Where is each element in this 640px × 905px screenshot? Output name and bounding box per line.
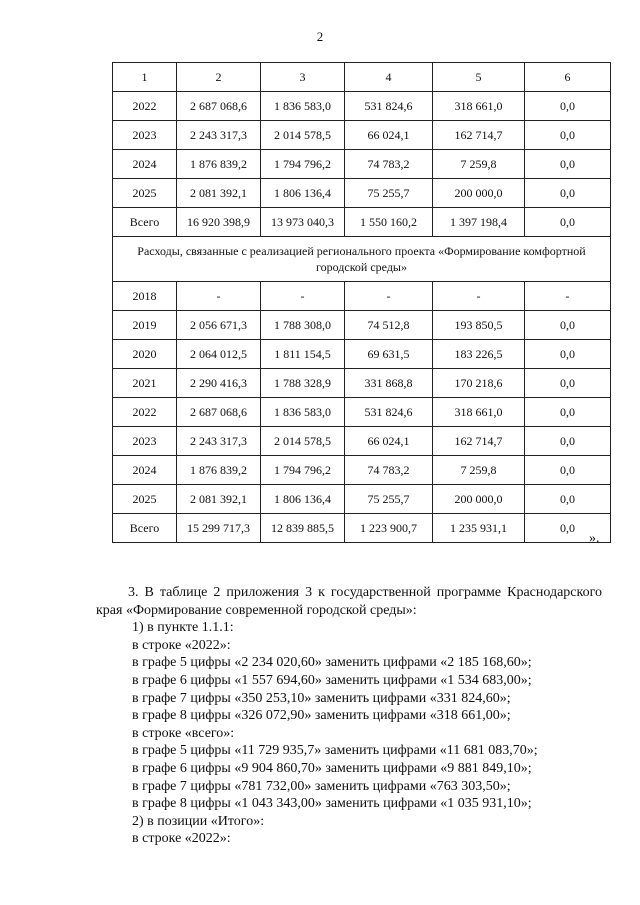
- section-title: Расходы, связанные с реализацией регионального проекта «Формирование комфортной городской среды»: [113, 237, 611, 282]
- table-cell: 2025: [113, 485, 177, 514]
- table-cell: Всего: [113, 208, 177, 237]
- table-cell: 2 243 317,3: [177, 427, 261, 456]
- table-cell: 1 836 583,0: [261, 92, 345, 121]
- table-cell: 1 550 160,2: [345, 208, 433, 237]
- table-cell: 2 687 068,6: [177, 398, 261, 427]
- table-cell: 0,0: [525, 150, 611, 179]
- table-cell: 0,0: [525, 369, 611, 398]
- table-cell: 1 788 328,9: [261, 369, 345, 398]
- table-cell: 162 714,7: [433, 427, 525, 456]
- table-cell: 3: [261, 63, 345, 92]
- table-cell: 15 299 717,3: [177, 514, 261, 543]
- amendment-line: в графе 7 цифры «350 253,10» заменить цифрами «331 824,60»;: [132, 690, 511, 706]
- table-cell: 1 788 308,0: [261, 311, 345, 340]
- table-cell: 7 259,8: [433, 150, 525, 179]
- table-cell: 0,0: [525, 398, 611, 427]
- table-cell: 318 661,0: [433, 92, 525, 121]
- amendment-line: в графе 6 цифры «1 557 694,60» заменить цифрами «1 534 683,00»;: [132, 672, 532, 688]
- section-row: [113, 237, 611, 282]
- table-cell: 74 783,2: [345, 456, 433, 485]
- table-cell: 66 024,1: [345, 427, 433, 456]
- table-cell: 0,0: [525, 179, 611, 208]
- table-cell: 331 868,8: [345, 369, 433, 398]
- table-cell: 7 259,8: [433, 456, 525, 485]
- table-cell: 531 824,6: [345, 92, 433, 121]
- amendment-line: в графе 8 цифры «326 072,90» заменить цифрами «318 661,00»;: [132, 708, 511, 724]
- table-cell: 2019: [113, 311, 177, 340]
- table-row: [113, 150, 611, 179]
- table-cell: 66 024,1: [345, 121, 433, 150]
- table-cell: 193 850,5: [433, 311, 525, 340]
- table-cell: 2 014 578,5: [261, 121, 345, 150]
- table-cell: 1 876 839,2: [177, 150, 261, 179]
- page-number: 2: [316, 29, 324, 44]
- amendment-line: в графе 5 цифры «11 729 935,7» заменить цифрами «11 681 083,70»;: [132, 743, 538, 759]
- table-cell: 1 806 136,4: [261, 179, 345, 208]
- table-cell: 1 811 154,5: [261, 340, 345, 369]
- table-cell: 74 512,8: [345, 311, 433, 340]
- table-cell: 2 081 392,1: [177, 179, 261, 208]
- table-cell: 0,0: [525, 485, 611, 514]
- table-cell: 2023: [113, 427, 177, 456]
- table-cell: 2 687 068,6: [177, 92, 261, 121]
- table-cell: 1 397 198,4: [433, 208, 525, 237]
- table-cell: 2 290 416,3: [177, 369, 261, 398]
- table-cell: 69 631,5: [345, 340, 433, 369]
- table-cell: 170 218,6: [433, 369, 525, 398]
- table-cell: Всего: [113, 514, 177, 543]
- amendment-line: в графе 5 цифры «2 234 020,60» заменить цифрами «2 185 168,60»;: [132, 655, 532, 671]
- table-cell: 0,0: [525, 340, 611, 369]
- closing-quote: ».: [589, 531, 600, 546]
- table-cell: 200 000,0: [433, 179, 525, 208]
- table-cell: 0,0: [525, 514, 611, 543]
- table-cell: -: [525, 282, 611, 311]
- table-cell: 4: [345, 63, 433, 92]
- table-cell: 2023: [113, 121, 177, 150]
- table-row: [113, 208, 611, 237]
- amendment-line: 1) в пункте 1.1.1:: [132, 620, 234, 636]
- table-cell: -: [433, 282, 525, 311]
- table-cell: 2022: [113, 92, 177, 121]
- table-cell: 0,0: [525, 92, 611, 121]
- amendment-line: в графе 7 цифры «781 732,00» заменить цифрами «763 303,50»;: [132, 778, 511, 794]
- table-cell: 1 836 583,0: [261, 398, 345, 427]
- table-cell: 0,0: [525, 121, 611, 150]
- table-cell: 0,0: [525, 427, 611, 456]
- amendment-line: в строке «2022»:: [132, 637, 231, 653]
- table-cell: 1 876 839,2: [177, 456, 261, 485]
- table-cell: 2022: [113, 398, 177, 427]
- table-row: [113, 92, 611, 121]
- table-row: [113, 485, 611, 514]
- table-cell: 2025: [113, 179, 177, 208]
- table-cell: 12 839 885,5: [261, 514, 345, 543]
- table-cell: 2024: [113, 456, 177, 485]
- table-cell: 2021: [113, 369, 177, 398]
- table-cell: 2024: [113, 150, 177, 179]
- table-cell: 5: [433, 63, 525, 92]
- table-cell: 531 824,6: [345, 398, 433, 427]
- table-cell: 2 056 671,3: [177, 311, 261, 340]
- table-cell: 0,0: [525, 208, 611, 237]
- amendment-line: 2) в позиции «Итого»:: [132, 813, 265, 829]
- table-row: [113, 340, 611, 369]
- table-cell: -: [261, 282, 345, 311]
- table-cell: 2 014 578,5: [261, 427, 345, 456]
- table-cell: 1 235 931,1: [433, 514, 525, 543]
- table-cell: -: [345, 282, 433, 311]
- table-cell: 2 064 012,5: [177, 340, 261, 369]
- table-cell: 162 714,7: [433, 121, 525, 150]
- budget-table: [112, 62, 611, 543]
- table-cell: 1: [113, 63, 177, 92]
- table-row: [113, 398, 611, 427]
- table-cell: 2 081 392,1: [177, 485, 261, 514]
- table-row: [113, 179, 611, 208]
- table-cell: 1 223 900,7: [345, 514, 433, 543]
- table-row: [113, 514, 611, 543]
- table-cell: 2 243 317,3: [177, 121, 261, 150]
- table-cell: 0,0: [525, 456, 611, 485]
- table-cell: 16 920 398,9: [177, 208, 261, 237]
- table-row: [113, 282, 611, 311]
- table-row: [113, 456, 611, 485]
- table-cell: 200 000,0: [433, 485, 525, 514]
- table-cell: -: [177, 282, 261, 311]
- table-cell: 75 255,7: [345, 485, 433, 514]
- table-cell: 75 255,7: [345, 179, 433, 208]
- table-cell: 1 806 136,4: [261, 485, 345, 514]
- table-cell: 6: [525, 63, 611, 92]
- amendment-line: в графе 6 цифры «9 904 860,70» заменить цифрами «9 881 849,10»;: [132, 760, 532, 776]
- table-cell: 2018: [113, 282, 177, 311]
- amendment-line: в строке «2022»:: [132, 831, 231, 847]
- table-cell: 0,0: [525, 311, 611, 340]
- amendment-paragraph: 3. В таблице 2 приложения 3 к государственной программе Краснодарского края «Формирование современной городской среды»:: [96, 585, 602, 618]
- table-row: [113, 427, 611, 456]
- table-cell: 1 794 796,2: [261, 150, 345, 179]
- table-cell: 318 661,0: [433, 398, 525, 427]
- amendment-text: [96, 584, 602, 848]
- table-cell: 2: [177, 63, 261, 92]
- table-cell: 74 783,2: [345, 150, 433, 179]
- table-cell: 13 973 040,3: [261, 208, 345, 237]
- table-cell: 2020: [113, 340, 177, 369]
- table-row: [113, 121, 611, 150]
- table-row: [113, 311, 611, 340]
- amendment-line: в графе 8 цифры «1 043 343,00» заменить цифрами «1 035 931,10»;: [132, 796, 532, 812]
- table-cell: 183 226,5: [433, 340, 525, 369]
- table-header-row: [113, 63, 611, 92]
- table-row: [113, 369, 611, 398]
- amendment-lines: [96, 619, 602, 848]
- amendment-line: в строке «всего»:: [132, 725, 235, 741]
- table-cell: 1 794 796,2: [261, 456, 345, 485]
